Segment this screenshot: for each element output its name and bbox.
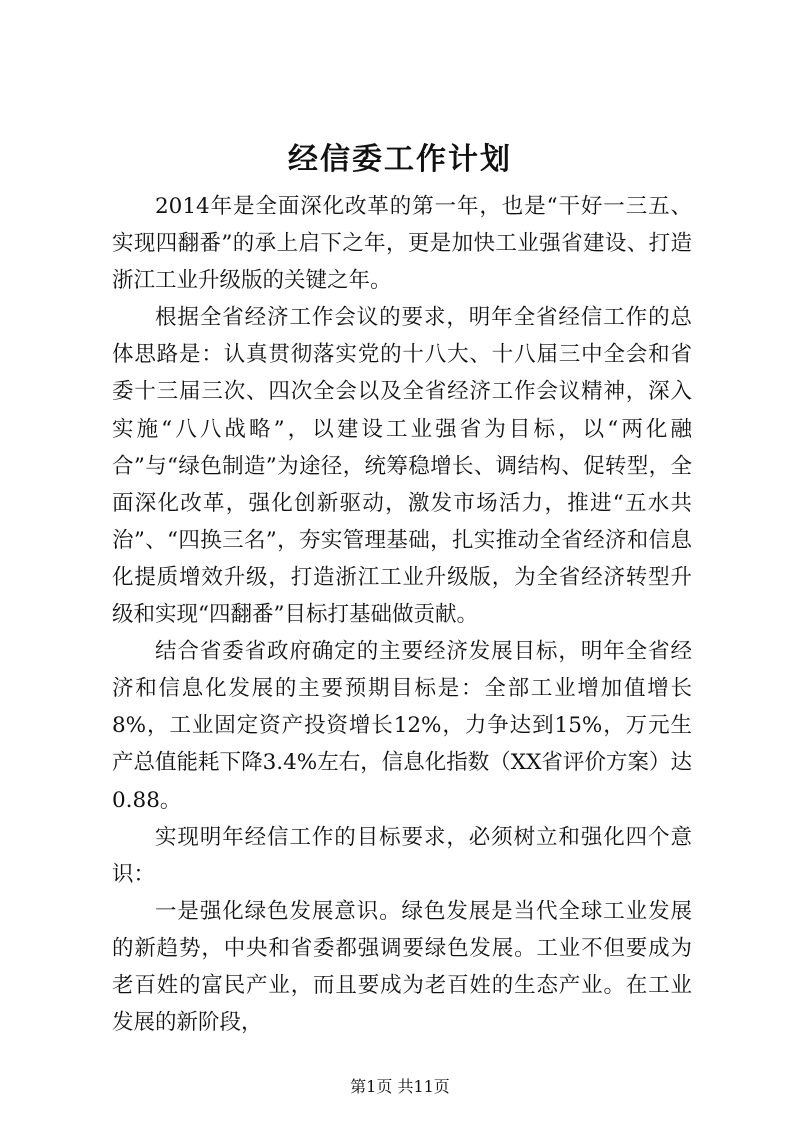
document-body <box>112 188 692 1041</box>
page-number: 第1页 共11页 <box>350 1077 450 1096</box>
paragraph-four-awareness: 实现明年经信工作的目标要求，必须树立和强化四个意识： <box>112 824 692 887</box>
paragraph-targets: 结合省委省政府确定的主要经济发展目标，明年全省经济和信息化发展的主要预期目标是：全部工业增加值增长8%，工业固定资产投资增长12%，力争达到15%，万元生产总值能耗下降3.4%左右，信息化指数（XX省评价方案）达0.88。 <box>112 639 692 813</box>
paragraph-green-development: 一是强化绿色发展意识。绿色发展是当代全球工业发展的新趋势，中央和省委都强调要绿色发展。工业不但要成为老百姓的富民产业，而且要成为老百姓的生态产业。在工业发展的新阶段， <box>112 898 692 1036</box>
paragraph-general-idea: 根据全省经济工作会议的要求，明年全省经信工作的总体思路是：认真贯彻落实党的十八大、十八届三中全会和省委十三届三次、四次全会以及全省经济工作会议精神，深入实施“八八战略”，以建设工业强省为目标，以“两化融合”与“绿色制造”为途径，统筹稳增长、调结构、促转型，全面深化改革，强化创新驱动，激发市场活力，推进“五水共治”、“四换三名”，夯实管理基础，扎实推动全省经济和信息化提质增效升级，打造浙江工业升级版，为全省经济转型升级和实现“四翻番”目标打基础做贡献。 <box>112 305 692 628</box>
paragraph-intro: 2014年是全面深化改革的第一年，也是“干好一三五、实现四翻番”的承上启下之年，更是加快工业强省建设、打造浙江工业升级版的关键之年。 <box>112 194 692 294</box>
document-title: 经信委工作计划 <box>288 142 512 177</box>
